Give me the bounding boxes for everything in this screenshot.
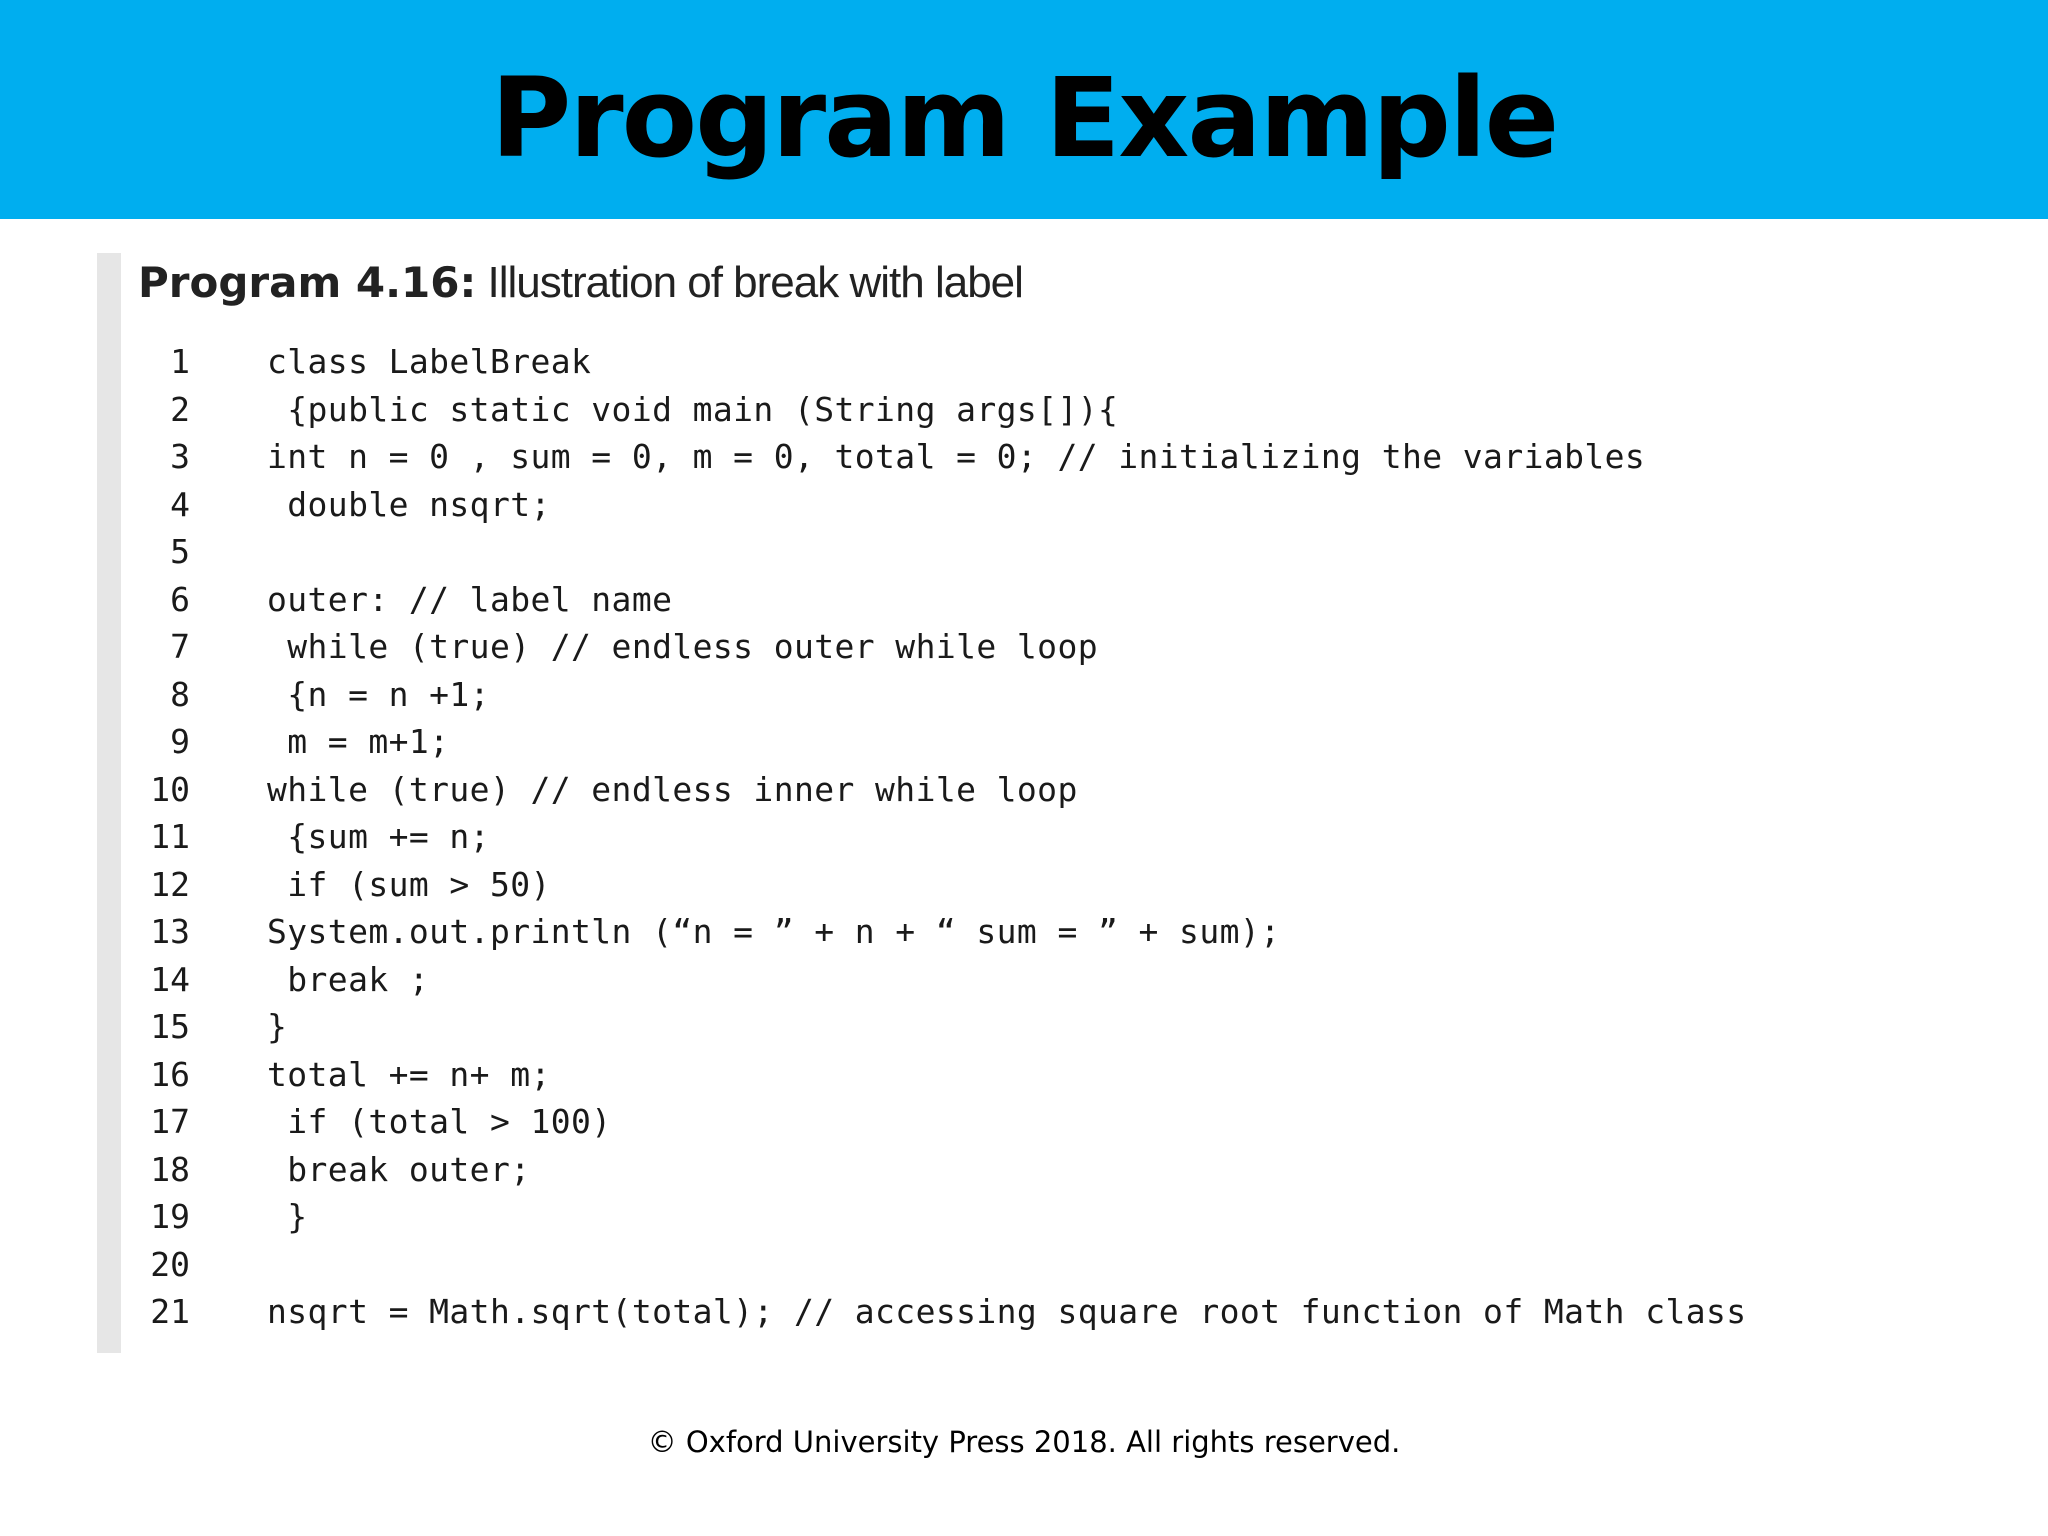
line-number: 13: [150, 912, 190, 951]
code-line: [97, 718, 1777, 766]
line-number: 14: [150, 959, 190, 999]
code-listing: [97, 338, 1777, 1336]
code-line: [97, 338, 1777, 386]
code-text: while (true) // endless inner while loop: [267, 769, 1078, 809]
line-number: 10: [150, 769, 190, 809]
code-text: {sum += n;: [267, 817, 490, 856]
code-text: outer: // label name: [267, 579, 673, 619]
code-line: [97, 1098, 1777, 1146]
caption-text: Illustration of break with label: [476, 258, 1023, 307]
line-number: 6: [170, 579, 190, 619]
code-text: if (sum > 50): [267, 864, 551, 904]
line-number: 5: [170, 532, 190, 571]
code-line: [97, 671, 1777, 719]
code-line: [97, 386, 1777, 434]
line-number: 4: [170, 484, 190, 524]
code-text: total += n+ m;: [267, 1054, 551, 1094]
code-text: break outer;: [267, 1149, 531, 1189]
line-number: 9: [170, 722, 190, 761]
code-text: nsqrt = Math.sqrt(total); // accessing square root function of Math class: [267, 1292, 1747, 1331]
code-text: class LabelBreak: [267, 342, 592, 381]
line-number: 21: [150, 1292, 190, 1331]
code-text: if (total > 100): [267, 1102, 612, 1141]
code-text: System.out.println (“n = ” + n + “ sum = ” + sum);: [267, 912, 1281, 951]
line-number: 3: [170, 437, 190, 476]
line-number: 19: [150, 1197, 190, 1236]
line-number: 1: [170, 342, 190, 381]
code-text: }: [267, 1007, 288, 1046]
code-text: {n = n +1;: [267, 674, 490, 714]
code-text: {public static void main (String args[]){: [267, 389, 1119, 429]
line-number: 17: [150, 1102, 190, 1141]
code-text: break ;: [267, 959, 430, 999]
code-line: [97, 623, 1777, 671]
line-number: 15: [150, 1007, 190, 1046]
slide-title: Program Example: [490, 54, 1558, 182]
line-number: 20: [150, 1244, 190, 1284]
code-line: [97, 1051, 1777, 1099]
program-caption: [138, 253, 1023, 313]
line-number: 8: [170, 674, 190, 714]
line-number: 12: [150, 864, 190, 904]
code-line: [97, 1193, 1777, 1241]
code-text: }: [267, 1197, 308, 1236]
line-number: 16: [150, 1054, 190, 1094]
line-number: 7: [170, 627, 190, 666]
code-line: [97, 766, 1777, 814]
code-line: [97, 1241, 1777, 1289]
caption-label: Program 4.16:: [138, 258, 477, 307]
code-line: [97, 528, 1777, 576]
code-line: [97, 956, 1777, 1004]
line-number: 2: [170, 389, 190, 429]
copyright-notice: © Oxford University Press 2018. All rights reserved.: [647, 1425, 1401, 1459]
code-line: [97, 813, 1777, 861]
line-number: 18: [150, 1149, 190, 1189]
code-line: [97, 481, 1777, 529]
code-figure: [97, 253, 1777, 1353]
code-text: while (true) // endless outer while loop: [267, 627, 1098, 666]
code-line: [97, 1288, 1777, 1336]
code-line: [97, 908, 1777, 956]
code-text: double nsqrt;: [267, 484, 551, 524]
code-line: [97, 433, 1777, 481]
line-number: 11: [150, 817, 190, 856]
code-line: [97, 1003, 1777, 1051]
code-line: [97, 861, 1777, 909]
code-text: int n = 0 , sum = 0, m = 0, total = 0; // initializing the variables: [267, 437, 1646, 476]
code-line: [97, 576, 1777, 624]
code-line: [97, 1146, 1777, 1194]
code-text: m = m+1;: [267, 722, 450, 761]
